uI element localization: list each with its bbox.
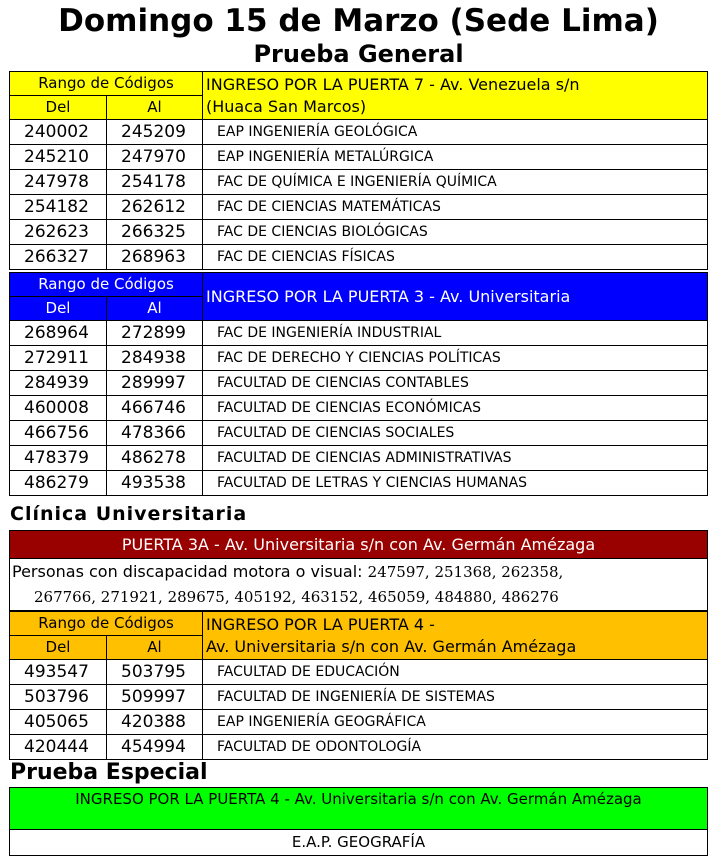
faculty-name: EAP INGENIERÍA GEOLÓGICA <box>203 120 708 145</box>
del-header: Del <box>10 96 107 120</box>
faculty-name: FACULTAD DE EDUCACIÓN <box>203 660 708 685</box>
code-to: 503795 <box>107 660 203 685</box>
code-to: 268963 <box>107 245 203 270</box>
table-row <box>10 710 708 735</box>
al-header: Al <box>107 96 203 120</box>
table-row <box>10 145 708 170</box>
code-to: 266325 <box>107 220 203 245</box>
table-row <box>10 446 708 471</box>
code-from: 503796 <box>10 685 107 710</box>
del-header: Del <box>10 636 107 660</box>
code-from: 266327 <box>10 245 107 270</box>
codes-line2: 267766, 271921, 289675, 405192, 463152, 465059, 484880, 486276 <box>34 588 559 606</box>
faculty-name: FACULTAD DE CIENCIAS ADMINISTRATIVAS <box>203 446 708 471</box>
code-to: 493538 <box>107 471 203 496</box>
gate7-table <box>9 71 708 270</box>
faculty-name: EAP INGENIERÍA GEOGRÁFICA <box>203 710 708 735</box>
code-from: 420444 <box>10 735 107 760</box>
code-to: 254178 <box>107 170 203 195</box>
code-to: 466746 <box>107 396 203 421</box>
code-to: 284938 <box>107 346 203 371</box>
range-header: Rango de Códigos <box>10 612 203 636</box>
al-header: Al <box>107 297 203 321</box>
code-to: 420388 <box>107 710 203 735</box>
codes-line1: 247597, 251368, 262358, <box>367 563 564 581</box>
code-from: 272911 <box>10 346 107 371</box>
code-from: 245210 <box>10 145 107 170</box>
code-from: 466756 <box>10 421 107 446</box>
faculty-name: FAC DE INGENIERÍA INDUSTRIAL <box>203 321 708 346</box>
especial-title: Prueba Especial <box>10 760 208 785</box>
code-to: 245209 <box>107 120 203 145</box>
table-row <box>10 660 708 685</box>
code-to: 289997 <box>107 371 203 396</box>
table-row <box>10 346 708 371</box>
gate4-line1: INGRESO POR LA PUERTA 4 - <box>206 614 435 634</box>
persons-label: Personas con discapacidad motora o visual: <box>12 562 363 581</box>
faculty-name: FACULTAD DE CIENCIAS SOCIALES <box>203 421 708 446</box>
table-row <box>10 120 708 145</box>
faculty-name: FACULTAD DE ODONTOLOGÍA <box>203 735 708 760</box>
page-title: Domingo 15 de Marzo (Sede Lima) <box>58 3 659 39</box>
table-row <box>10 471 708 496</box>
faculty-name: FACULTAD DE LETRAS Y CIENCIAS HUMANAS <box>203 471 708 496</box>
gate4-table <box>9 611 708 760</box>
especial-school: E.A.P. GEOGRAFÍA <box>9 830 708 856</box>
faculty-name: EAP INGENIERÍA METALÚRGICA <box>203 145 708 170</box>
clinica-title: Clínica Universitaria <box>10 503 248 525</box>
code-from: 247978 <box>10 170 107 195</box>
code-from: 254182 <box>10 195 107 220</box>
table-row <box>10 685 708 710</box>
table-row <box>10 195 708 220</box>
gate4-line2: Av. Universitaria s/n con Av. Germán Amézaga <box>206 636 577 656</box>
code-from: 405065 <box>10 710 107 735</box>
range-header: Rango de Códigos <box>10 72 203 96</box>
table-row <box>10 220 708 245</box>
faculty-name: FAC DE CIENCIAS FÍSICAS <box>203 245 708 270</box>
code-from: 493547 <box>10 660 107 685</box>
gate3-table <box>9 272 708 496</box>
table-row <box>10 396 708 421</box>
especial-gate: INGRESO POR LA PUERTA 4 - Av. Universitaria s/n con Av. Germán Amézaga <box>9 787 708 830</box>
table-row <box>10 421 708 446</box>
range-header: Rango de Códigos <box>10 273 203 297</box>
code-to: 247970 <box>107 145 203 170</box>
code-from: 460008 <box>10 396 107 421</box>
code-from: 478379 <box>10 446 107 471</box>
page-subtitle: Prueba General <box>253 40 464 68</box>
gate7-line2: (Huaca San Marcos) <box>206 96 367 116</box>
table-row <box>10 371 708 396</box>
clinica-gate: PUERTA 3A - Av. Universitaria s/n con Av. Germán Amézaga <box>9 530 708 559</box>
table-row <box>10 170 708 195</box>
faculty-name: FAC DE DERECHO Y CIENCIAS POLÍTICAS <box>203 346 708 371</box>
table-row <box>10 321 708 346</box>
faculty-name: FACULTAD DE INGENIERÍA DE SISTEMAS <box>203 685 708 710</box>
code-from: 284939 <box>10 371 107 396</box>
code-to: 486278 <box>107 446 203 471</box>
table-row <box>10 735 708 760</box>
code-to: 454994 <box>107 735 203 760</box>
faculty-name: FAC DE CIENCIAS BIOLÓGICAS <box>203 220 708 245</box>
code-to: 272899 <box>107 321 203 346</box>
code-to: 478366 <box>107 421 203 446</box>
faculty-name: FACULTAD DE CIENCIAS ECONÓMICAS <box>203 396 708 421</box>
gate7-line1: INGRESO POR LA PUERTA 7 - Av. Venezuela s/n <box>206 74 580 94</box>
faculty-name: FAC DE QUÍMICA E INGENIERÍA QUÍMICA <box>203 170 708 195</box>
code-from: 262623 <box>10 220 107 245</box>
faculty-name: FAC DE CIENCIAS MATEMÁTICAS <box>203 195 708 220</box>
code-from: 268964 <box>10 321 107 346</box>
al-header: Al <box>107 636 203 660</box>
code-from: 486279 <box>10 471 107 496</box>
gate7-header <box>203 72 708 120</box>
gate4-header <box>203 612 708 660</box>
code-from: 240002 <box>10 120 107 145</box>
faculty-name: FACULTAD DE CIENCIAS CONTABLES <box>203 371 708 396</box>
table-row <box>10 245 708 270</box>
code-to: 509997 <box>107 685 203 710</box>
disability-note <box>9 559 708 611</box>
code-to: 262612 <box>107 195 203 220</box>
del-header: Del <box>10 297 107 321</box>
gate3-header: INGRESO POR LA PUERTA 3 - Av. Universitaria <box>203 273 708 321</box>
